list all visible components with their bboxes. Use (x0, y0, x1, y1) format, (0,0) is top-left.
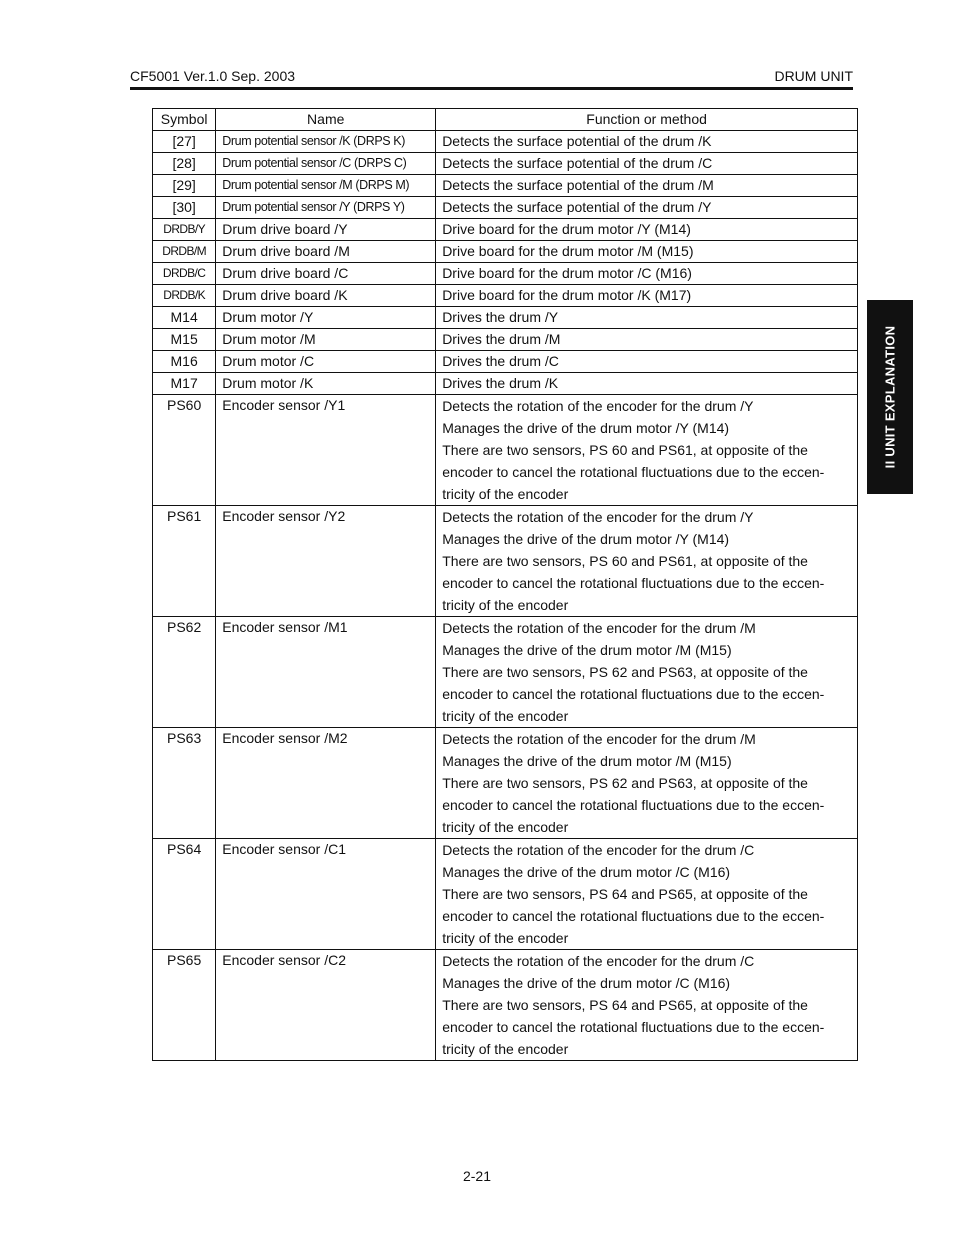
function-line: Detects the surface potential of the drum /C (442, 155, 713, 171)
name-cell: Encoder sensor /M2 (216, 728, 436, 839)
function-line: tricity of the encoder (442, 597, 569, 613)
symbol-cell: PS65 (153, 950, 216, 1061)
function-cell (436, 373, 858, 395)
name-cell: Encoder sensor /M1 (216, 617, 436, 728)
name-cell: Encoder sensor /Y1 (216, 395, 436, 506)
symbol-cell: [28] (153, 153, 216, 175)
function-cell (436, 219, 858, 241)
table-row (153, 307, 858, 329)
symbol-cell: M17 (153, 373, 216, 395)
symbol-cell: DRDB/Y (153, 219, 216, 241)
function-line: Manages the drive of the drum motor /C (M16) (442, 864, 731, 880)
table-header-row (153, 109, 858, 131)
table-row (153, 395, 858, 506)
name-cell: Encoder sensor /Y2 (216, 506, 436, 617)
name-cell: Encoder sensor /C1 (216, 839, 436, 950)
table-body (153, 131, 858, 1061)
table-row (153, 506, 858, 617)
function-line: encoder to cancel the rotational fluctuations due to the eccen- (442, 1019, 825, 1035)
symbol-cell: [27] (153, 131, 216, 153)
function-cell (436, 175, 858, 197)
name-cell: Drum potential sensor /Y (DRPS Y) (216, 197, 436, 219)
section-title: DRUM UNIT (774, 68, 853, 84)
function-cell (436, 950, 858, 1061)
name-cell: Drum motor /M (216, 329, 436, 351)
function-line: Manages the drive of the drum motor /Y (M14) (442, 420, 730, 436)
name-cell: Drum drive board /K (216, 285, 436, 307)
table-row (153, 950, 858, 1061)
function-line: Detects the rotation of the encoder for the drum /C (442, 953, 755, 969)
name-cell: Drum motor /C (216, 351, 436, 373)
table-row (153, 219, 858, 241)
function-line: Drive board for the drum motor /Y (M14) (442, 221, 691, 237)
symbol-cell: M16 (153, 351, 216, 373)
function-cell (436, 839, 858, 950)
table-row (153, 153, 858, 175)
function-line: There are two sensors, PS 60 and PS61, at opposite of the (442, 442, 808, 458)
function-line: Drives the drum /Y (442, 309, 559, 325)
table-row (153, 197, 858, 219)
function-line: Detects the surface potential of the drum /K (442, 133, 712, 149)
function-cell (436, 153, 858, 175)
function-cell (436, 728, 858, 839)
parts-table (152, 108, 858, 1061)
table-row (153, 728, 858, 839)
name-cell: Encoder sensor /C2 (216, 950, 436, 1061)
function-cell (436, 351, 858, 373)
table-row (153, 131, 858, 153)
function-line: encoder to cancel the rotational fluctuations due to the eccen- (442, 464, 825, 480)
function-line: Detects the rotation of the encoder for the drum /M (442, 731, 756, 747)
function-line: Drives the drum /M (442, 331, 561, 347)
symbol-cell: PS62 (153, 617, 216, 728)
name-cell: Drum potential sensor /C (DRPS C) (216, 153, 436, 175)
function-line: Detects the surface potential of the drum /Y (442, 199, 712, 215)
symbol-cell: PS63 (153, 728, 216, 839)
name-cell: Drum drive board /M (216, 241, 436, 263)
function-line: Detects the rotation of the encoder for the drum /Y (442, 509, 754, 525)
function-line: tricity of the encoder (442, 486, 569, 502)
table-row (153, 617, 858, 728)
table-row (153, 263, 858, 285)
function-line: encoder to cancel the rotational fluctuations due to the eccen- (442, 908, 825, 924)
document-version: CF5001 Ver.1.0 Sep. 2003 (130, 68, 296, 84)
function-cell (436, 263, 858, 285)
column-header-name: Name (216, 109, 436, 131)
table-row (153, 373, 858, 395)
symbol-cell: PS64 (153, 839, 216, 950)
function-line: tricity of the encoder (442, 708, 569, 724)
function-cell (436, 197, 858, 219)
column-header-function: Function or method (436, 109, 858, 131)
function-cell (436, 617, 858, 728)
table-row (153, 175, 858, 197)
function-line: Manages the drive of the drum motor /Y (M14) (442, 531, 730, 547)
name-cell: Drum motor /Y (216, 307, 436, 329)
symbol-cell: DRDB/K (153, 285, 216, 307)
table-row (153, 351, 858, 373)
name-cell: Drum potential sensor /M (DRPS M) (216, 175, 436, 197)
function-line: tricity of the encoder (442, 930, 569, 946)
function-cell (436, 506, 858, 617)
function-line: Drive board for the drum motor /K (M17) (442, 287, 692, 303)
symbol-cell: DRDB/M (153, 241, 216, 263)
function-line: tricity of the encoder (442, 1041, 569, 1057)
symbol-cell: [30] (153, 197, 216, 219)
function-line: Drives the drum /C (442, 353, 559, 369)
chapter-tab (867, 300, 913, 494)
symbol-cell: [29] (153, 175, 216, 197)
function-line: Manages the drive of the drum motor /M (M15) (442, 642, 732, 658)
table-row (153, 329, 858, 351)
symbol-cell: M14 (153, 307, 216, 329)
function-cell (436, 131, 858, 153)
name-cell: Drum drive board /Y (216, 219, 436, 241)
function-cell (436, 395, 858, 506)
function-line: encoder to cancel the rotational fluctuations due to the eccen- (442, 686, 825, 702)
function-line: encoder to cancel the rotational fluctuations due to the eccen- (442, 797, 825, 813)
function-cell (436, 307, 858, 329)
function-line: tricity of the encoder (442, 819, 569, 835)
function-line: Detects the rotation of the encoder for the drum /C (442, 842, 755, 858)
symbol-cell: DRDB/C (153, 263, 216, 285)
function-cell (436, 329, 858, 351)
symbol-cell: PS61 (153, 506, 216, 617)
function-line: Detects the rotation of the encoder for the drum /M (442, 620, 756, 636)
function-line: Drive board for the drum motor /M (M15) (442, 243, 694, 259)
header-divider (130, 87, 853, 90)
function-line: There are two sensors, PS 60 and PS61, at opposite of the (442, 553, 808, 569)
page-header (130, 68, 853, 88)
table-row (153, 839, 858, 950)
function-line: Drive board for the drum motor /C (M16) (442, 265, 692, 281)
function-line: Drives the drum /K (442, 375, 559, 391)
symbol-cell: PS60 (153, 395, 216, 506)
function-line: There are two sensors, PS 64 and PS65, at opposite of the (442, 997, 808, 1013)
function-line: Detects the rotation of the encoder for the drum /Y (442, 398, 754, 414)
function-line: Manages the drive of the drum motor /M (M15) (442, 753, 732, 769)
function-line: Detects the surface potential of the drum /M (442, 177, 714, 193)
function-line: There are two sensors, PS 64 and PS65, at opposite of the (442, 886, 808, 902)
name-cell: Drum drive board /C (216, 263, 436, 285)
table-row (153, 285, 858, 307)
name-cell: Drum motor /K (216, 373, 436, 395)
function-line: There are two sensors, PS 62 and PS63, at opposite of the (442, 664, 808, 680)
chapter-tab-label: II UNIT EXPLANATION (882, 325, 898, 469)
function-cell (436, 285, 858, 307)
name-cell: Drum potential sensor /K (DRPS K) (216, 131, 436, 153)
symbol-cell: M15 (153, 329, 216, 351)
function-line: Manages the drive of the drum motor /C (M16) (442, 975, 731, 991)
page-number: 2-21 (462, 1168, 492, 1184)
column-header-symbol: Symbol (153, 109, 216, 131)
table-row (153, 241, 858, 263)
function-cell (436, 241, 858, 263)
function-line: encoder to cancel the rotational fluctuations due to the eccen- (442, 575, 825, 591)
function-line: There are two sensors, PS 62 and PS63, at opposite of the (442, 775, 808, 791)
